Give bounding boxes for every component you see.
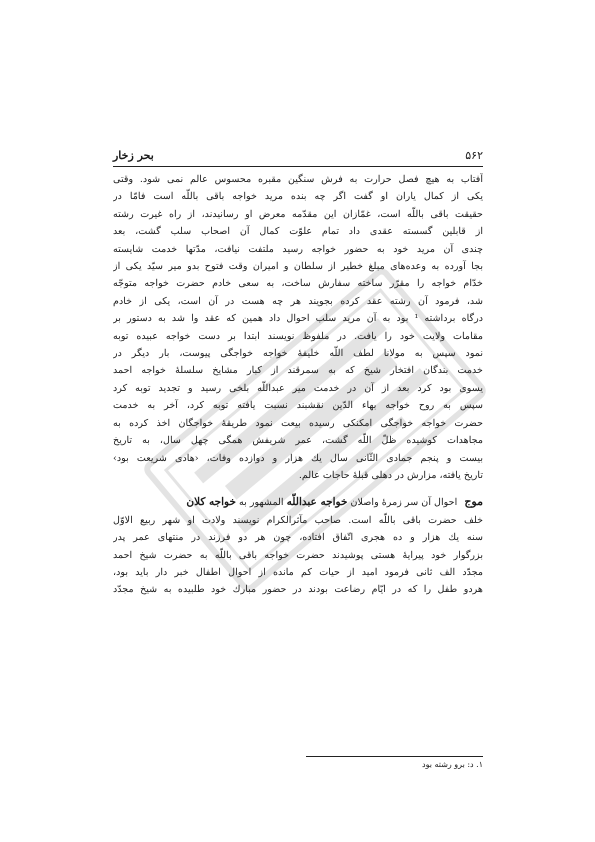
text-line: نمود سپس به مولانا لطف اللّه خلیفهٔ خواجه خواجگی پیوست، بار دیگر در [113, 348, 483, 360]
main-text [113, 171, 483, 599]
text-line: خدمت بندگان افتخار شیخ که به سمرقند از کبار مشایخ سلسلهٔ خواجه احمد [113, 365, 483, 377]
text-line: چندی آن مرید خود به حضور خواجه رسید ملتفت نیافت، مدّتها خدمت شایسته [113, 243, 483, 255]
text-line: سپس به روح خواجه بهاء الدّین نقشبند نسبت یافته توبه کرد، آخر به خدمت [113, 400, 483, 412]
book-title: بحر زخار [113, 149, 154, 162]
text-line: خلف حضرت باقی باللّه است. صاحب مآثرالکرام نویسند ولادت او شهر ربیع الاوّل [113, 514, 483, 526]
subject-marker: موج [464, 495, 483, 509]
section-heading-line [113, 493, 483, 511]
person-title: خواجه کلان [186, 496, 236, 509]
text-line: سنه یك هزار و ده هجری اتّفاق افتاده، چون هر دو فرزند در منتهای عمر پدر [113, 532, 483, 544]
footnote: ۱. د: برو رشته بود [422, 760, 483, 769]
header-divider [113, 166, 483, 167]
text-line: مجدّد الف ثانی فرمود امید از حیات کم مانده از احوال اطفال خبر دار باید بود، [113, 566, 483, 578]
heading-text: احوال آن سر زمرهٔ واصلان [350, 497, 458, 509]
text-line: حقیقت باقی باللّه است، غمّازان این مقدّمه معرض او رسانیدند، از راه غیرت رشته [113, 208, 483, 220]
text-line: از قابلین گسسته عقدی داد تمام علوّت کمال آن اصحاب سلب گشت، بعد [113, 226, 483, 238]
text-line: بزرگوار خود پیرایهٔ هستی پوشیدند حضرت خواجه باقی باللّه به حضرت شیخ احمد [113, 549, 483, 561]
text-line: تاریخ یافته، مزارش در دهلی قبلهٔ حاجات عالم. [298, 469, 483, 481]
text-line: بجا آورده به وعده‌های مبلغ خطیر از سلطان و امیران وقت فتوح بدو میر سیّد یکی از [113, 261, 483, 273]
paragraph-2 [113, 493, 483, 598]
running-header [113, 149, 483, 165]
person-name: خواجه عبداللّه [286, 496, 348, 509]
text-line: هردو طفل را که در ایّام رضاعت بودند در حضور مبارك خود طلبیده به شیخ مجدّد [113, 584, 483, 596]
heading-text-2: المشهور به [239, 497, 284, 509]
footnote-divider [306, 756, 483, 757]
text-line: مجاهدات کوشیده ظلّ اللّه گشت، عمر شریفش همگی چهل سال، به تاریخ [113, 435, 483, 447]
text-line: یسوی بود کرد بعد از آن در خدمت میر عبداللّه بلخی رسید و تجدید توبه کرد [113, 382, 483, 394]
text-line: خدّام خواجه را مقرّر ساخته سفارش ساخت، به سعی خادم حضرت خواجه متوجّه [113, 278, 483, 290]
paragraph-1 [113, 171, 483, 484]
text-line: یکی از کمال یاران او گفت اگر چه بنده مرید خواجه باقی باللّه است فامّا در [113, 191, 483, 203]
text-line: آفتاب به هیچ فصل حرارت به فرش سنگین مقبره محسوس عالم نمی شود. وقتی [113, 174, 483, 185]
page-number: ۵۶۲ [465, 149, 483, 162]
text-line: حضرت خواجه خواجگی امکنکی رسیده بیعت نمود طریقهٔ خواجگان اخذ کرده به [113, 417, 483, 429]
text-line: مقامات ولایت خود را یافت. در ملفوظ نویسند ابتدا بر دست خواجه عبیده توبه [113, 330, 483, 342]
text-line: شد، فرمود آن رشته عقد کرده بجویند هر چه هست در آن است، یکی از خادم [113, 295, 483, 307]
text-line: درگاه برداشته ¹ بود به آن مرید سلب احوال داد همین که عقد وا شد به دستور بر [113, 313, 483, 325]
text-line: بیست و پنجم جمادی الثّانی سال یك هزار و دوازده وفات، ‹هادی شریعت بود› [113, 452, 483, 464]
